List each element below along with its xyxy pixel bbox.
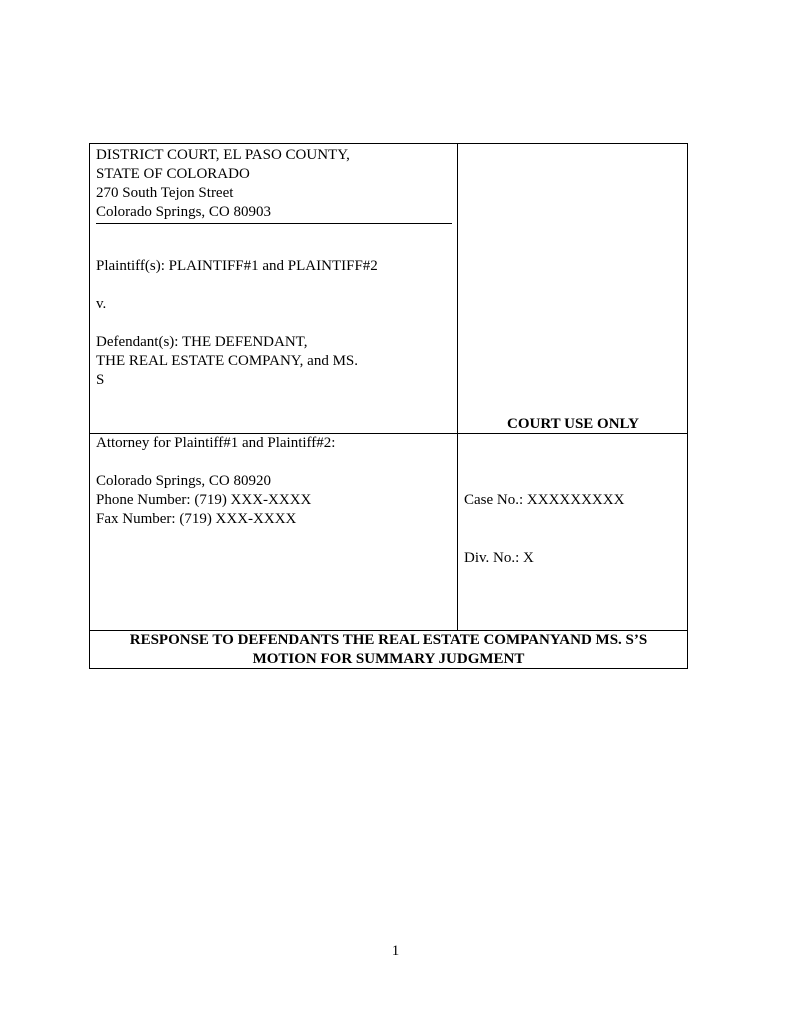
plaintiffs-line: Plaintiff(s): PLAINTIFF#1 and PLAINTIFF#2: [96, 258, 378, 274]
title-line-2: MOTION FOR SUMMARY JUDGMENT: [252, 651, 525, 667]
defendants-line-3: S: [96, 372, 105, 388]
attorney-phone: Phone Number: (719) XXX-XXXX: [96, 492, 312, 508]
attorney-block: [96, 434, 335, 529]
court-line-2: STATE OF COLORADO: [96, 166, 250, 182]
attorney-fax: Fax Number: (719) XXX-XXXX: [96, 511, 297, 527]
title-line-1: RESPONSE TO DEFENDANTS THE REAL ESTATE COMPANYAND MS. S’S: [129, 632, 648, 648]
caption-table: [89, 143, 688, 669]
parties-block: [96, 257, 378, 390]
defendants-line-1: Defendant(s): THE DEFENDANT,: [96, 334, 308, 350]
document-title: [90, 631, 687, 669]
court-line-4: Colorado Springs, CO 80903: [96, 204, 272, 220]
page-number: 1: [391, 943, 400, 959]
court-address-block: [96, 146, 452, 224]
attorney-heading: Attorney for Plaintiff#1 and Plaintiff#2:: [96, 435, 336, 451]
defendants-line-2: THE REAL ESTATE COMPANY, and MS.: [96, 353, 359, 369]
court-line-1: DISTRICT COURT, EL PASO COUNTY,: [96, 147, 350, 163]
attorney-city: Colorado Springs, CO 80920: [96, 473, 272, 489]
court-line-3: 270 South Tejon Street: [96, 185, 234, 201]
court-use-only-label: COURT USE ONLY: [506, 416, 639, 432]
division-number: Div. No.: X: [464, 550, 534, 566]
case-number: Case No.: XXXXXXXXX: [464, 492, 625, 508]
versus-line: v.: [96, 296, 107, 312]
column-divider: [457, 144, 458, 631]
